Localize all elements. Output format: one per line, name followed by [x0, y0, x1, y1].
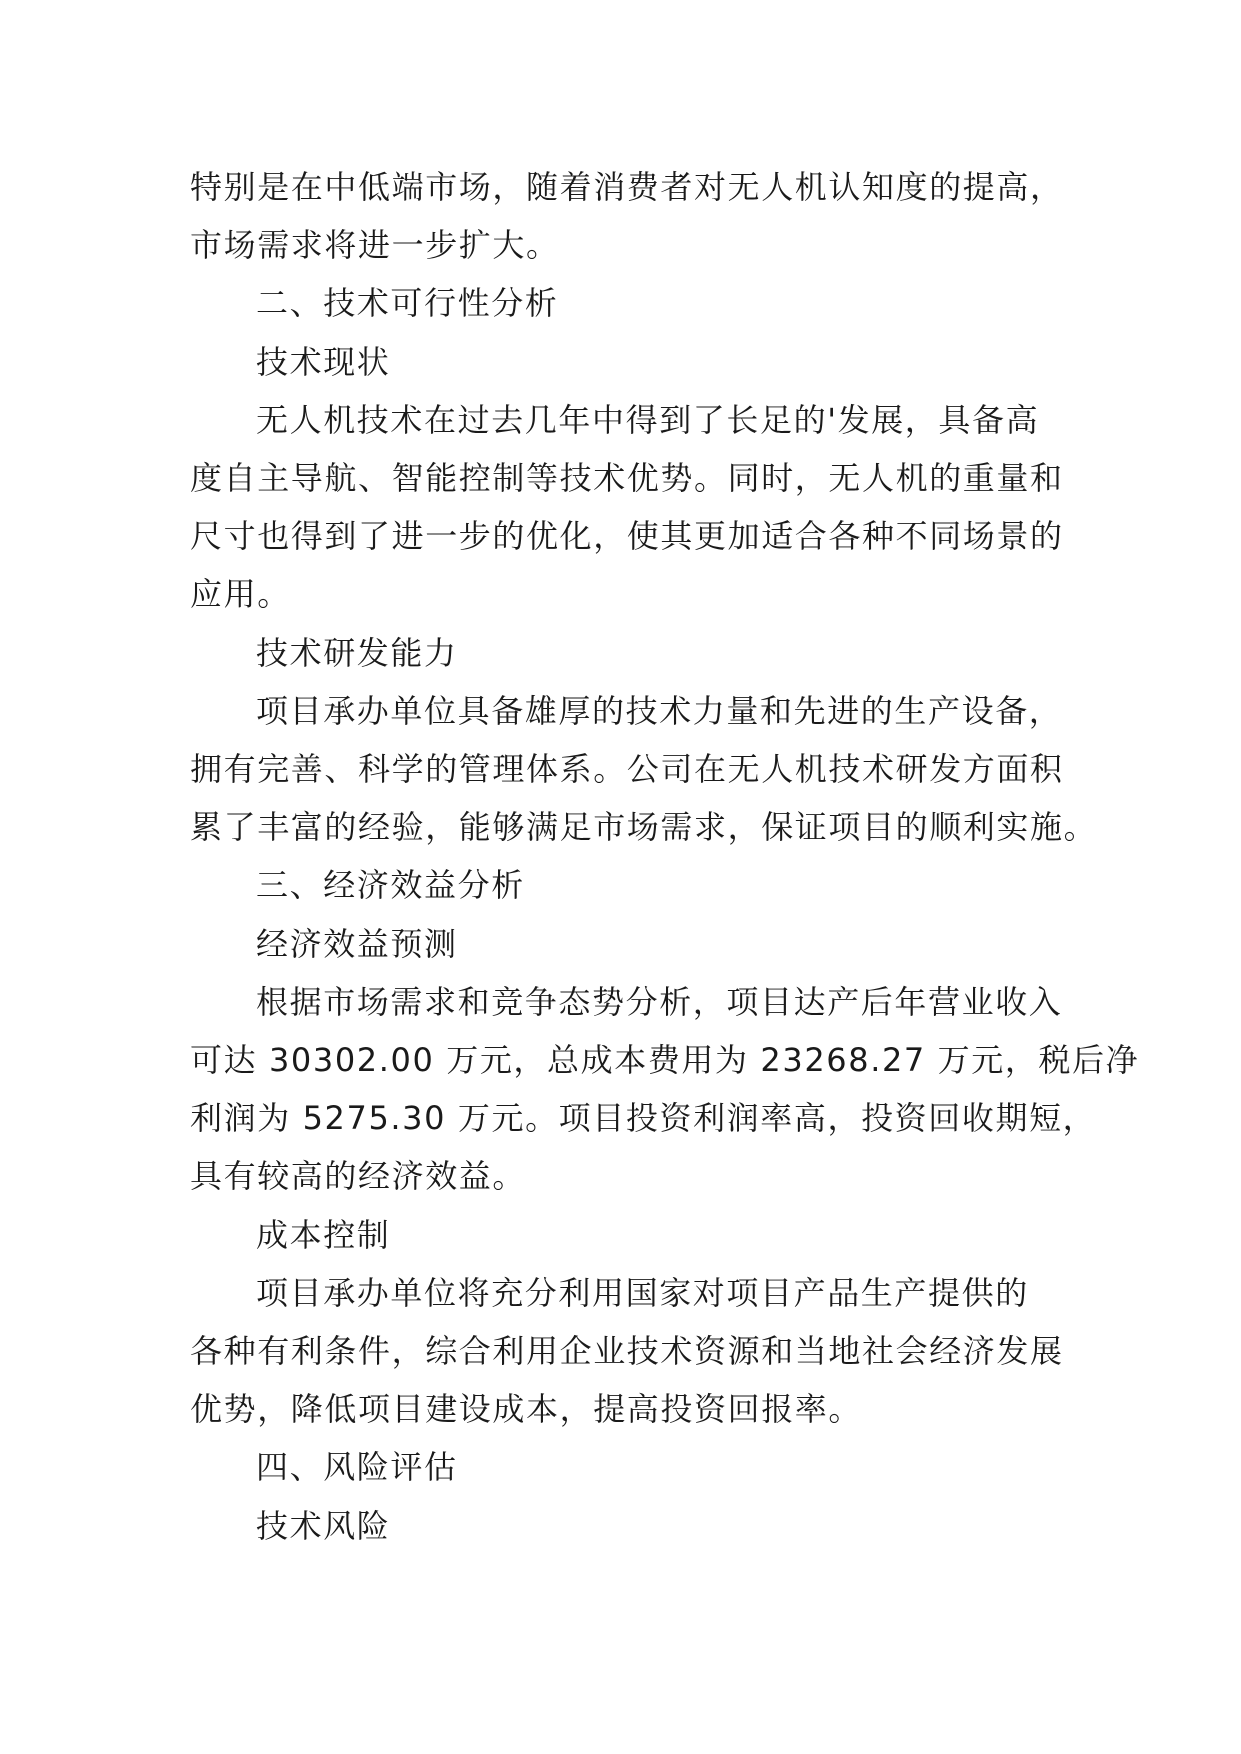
body-text-line: 无人机技术在过去几年中得到了长足的'发展，具备高 [256, 400, 1040, 439]
section-heading-economic-benefit: 三、经济效益分析 [256, 866, 525, 905]
subheading-technical-risk: 技术风险 [256, 1506, 391, 1545]
body-text-line: 特别是在中低端市场，随着消费者对无人机认知度的提高， [190, 168, 1064, 206]
document-body [190, 158, 1140, 1555]
body-text-line: 具有较高的经济效益。 [190, 1157, 527, 1196]
body-text-line: 尺寸也得到了进一步的优化，使其更加适合各种不同场景的 [190, 517, 1064, 556]
body-text-line: 度自主导航、智能控制等技术优势。同时，无人机的重量和 [190, 459, 1064, 498]
body-text-line: 应用。 [190, 575, 291, 614]
body-text-line: 各种有利条件，综合利用企业技术资源和当地社会经济发展 [190, 1332, 1064, 1371]
body-text-line: 根据市场需求和竞争态势分析，项目达产后年营业收入 [256, 982, 1063, 1021]
body-text-line: 项目承办单位将充分利用国家对项目产品生产提供的 [256, 1273, 1029, 1312]
body-text-line: 优势，降低项目建设成本，提高投资回报率。 [190, 1390, 863, 1429]
body-text-line: 利润为 5275.30 万元。项目投资利润率高，投资回收期短， [190, 1099, 1097, 1138]
body-text-line: 累了丰富的经验，能够满足市场需求，保证项目的顺利实施。 [190, 808, 1098, 847]
subheading-technical-status: 技术现状 [256, 342, 391, 381]
subheading-rd-capability: 技术研发能力 [256, 633, 458, 672]
section-heading-risk-assessment: 四、风险评估 [256, 1448, 458, 1487]
subheading-cost-control: 成本控制 [256, 1215, 391, 1254]
body-text-line: 市场需求将进一步扩大。 [190, 226, 560, 265]
body-text-line: 拥有完善、科学的管理体系。公司在无人机技术研发方面积 [190, 750, 1064, 789]
body-text-line: 可达 30302.00 万元，总成本费用为 23268.27 万元，税后净 [190, 1041, 1140, 1080]
subheading-economic-forecast: 经济效益预测 [256, 924, 458, 963]
body-text-line: 项目承办单位具备雄厚的技术力量和先进的生产设备， [256, 691, 1063, 730]
section-heading-technical-feasibility: 二、技术可行性分析 [256, 284, 559, 323]
